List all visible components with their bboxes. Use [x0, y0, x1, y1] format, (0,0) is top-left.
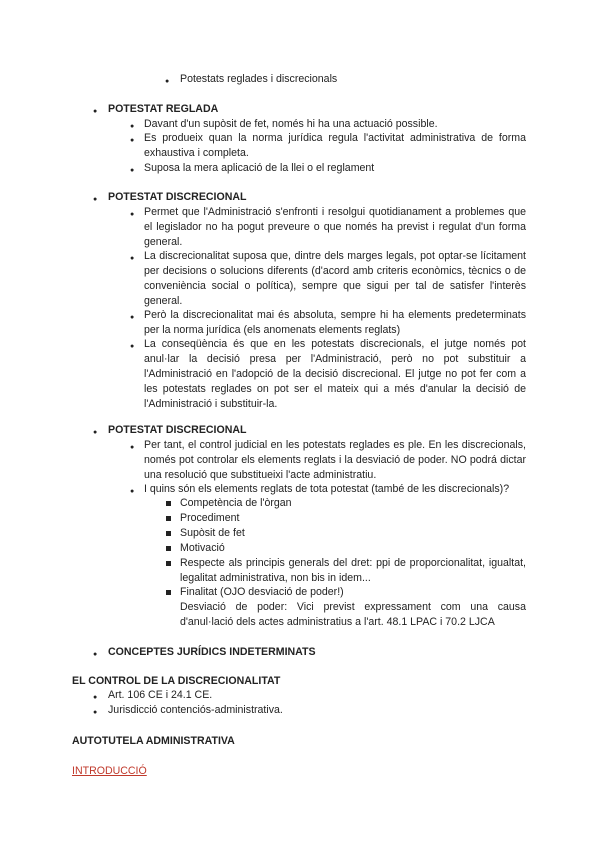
list-item: La discrecionalitat suposa que, dintre dels marges legals, pot optar-se lícitament per decisions o solucions diferents (d'acord amb criteris econòmics, tècnics o de conveniència social o política), sempre que sigui per tal de satisfer l'interès general. [144, 250, 526, 307]
list-item: Permet que l'Administració s'enfronti i resolgui quotidianament a problemes que el legislador no ha pogut preveure o que només ha previst i regulat d'un forma general. [144, 206, 526, 248]
bullet-icon: ● [130, 343, 135, 350]
list-item: Davant d'un supòsit de fet, només hi ha una actuació possible. [144, 118, 438, 130]
square-bullet-icon [166, 590, 171, 595]
square-bullet-icon [166, 546, 171, 551]
square-bullet-icon [166, 531, 171, 536]
bullet-icon: ● [93, 651, 98, 658]
bullet-icon: ● [93, 429, 98, 436]
sub-list-item: Finalitat (OJO desviació de poder!) [180, 586, 344, 598]
bullet-icon: ● [130, 444, 135, 451]
introduccio-link[interactable]: INTRODUCCIÓ [72, 765, 147, 777]
sub-list-item: Motivació [180, 542, 225, 554]
bullet-icon: ● [130, 211, 135, 218]
bullet-icon: ● [130, 314, 135, 321]
bullet-icon: ● [93, 709, 98, 716]
section-heading: POTESTAT REGLADA [108, 103, 219, 115]
square-bullet-icon [166, 561, 171, 566]
sub-list-item: Supòsit de fet [180, 527, 245, 539]
list-item: Suposa la mera aplicació de la llei o el reglament [144, 162, 375, 174]
bullet-icon: ● [130, 255, 135, 262]
square-bullet-icon [166, 516, 171, 521]
section-heading: AUTOTUTELA ADMINISTRATIVA [72, 735, 235, 747]
sub-list-item: Respecte als principis generals del dret: ppi de proporcionalitat, igualtat, legalitat administrativa, non bis in idem... [180, 557, 526, 584]
list-item: La conseqüència és que en les potestats discrecionals, el jutge només pot anul·lar la decisió presa per l'Administració, però no pot substituir a l'Administració en l'adopció de la decisió discrecional. El jutge no pot fer com a les potestats reglades on pot ser el mateix qui a més d'anular la decisió de l'Administració i substituir-la. [144, 338, 526, 410]
bullet-icon: ● [130, 123, 135, 130]
list-item: Per tant, el control judicial en les potestats reglades es ple. En les discrecionals, només pot controlar els elements reglats i la desviació de poder. NO podrá dictar una resolució que substitueixi l'acte administratiu. [144, 439, 526, 481]
square-bullet-icon [166, 501, 171, 506]
bullet-icon: ● [165, 78, 170, 85]
bullet-icon: ● [130, 137, 135, 144]
list-item: Però la discrecionalitat mai és absoluta, sempre hi ha elements predeterminats per la norma jurídica (els anomenats elements reglats) [144, 309, 526, 336]
list-item: Jurisdicció contenciós-administrativa. [108, 704, 283, 716]
bullet-icon: ● [130, 488, 135, 495]
section-heading: CONCEPTES JURÍDICS INDETERMINATS [108, 646, 316, 658]
sub-list-item: Competència de l'òrgan [180, 497, 292, 509]
bullet-icon: ● [93, 694, 98, 701]
list-item: Es produeix quan la norma jurídica regula l'activitat administrativa de forma exhaustiva i completa. [144, 132, 526, 159]
section-heading: POTESTAT DISCRECIONAL [108, 424, 247, 436]
desviacio-paragraph: Desviació de poder: Vici previst expressament com una causa d'anul·lació dels actes administratius a l'art. 48.1 LPAC i 70.2 LJCA [180, 601, 526, 628]
bullet-icon: ● [93, 196, 98, 203]
list-item: Potestats reglades i discrecionals [180, 73, 338, 85]
section-heading: POTESTAT DISCRECIONAL [108, 191, 247, 203]
list-item: I quins són els elements reglats de tota potestat (també de les discrecionals)? [144, 483, 510, 495]
bullet-icon: ● [93, 108, 98, 115]
sub-list-item: Procediment [180, 512, 240, 524]
bullet-icon: ● [130, 167, 135, 174]
list-item: Art. 106 CE i 24.1 CE. [108, 689, 213, 701]
section-heading: EL CONTROL DE LA DISCRECIONALITAT [72, 675, 281, 687]
